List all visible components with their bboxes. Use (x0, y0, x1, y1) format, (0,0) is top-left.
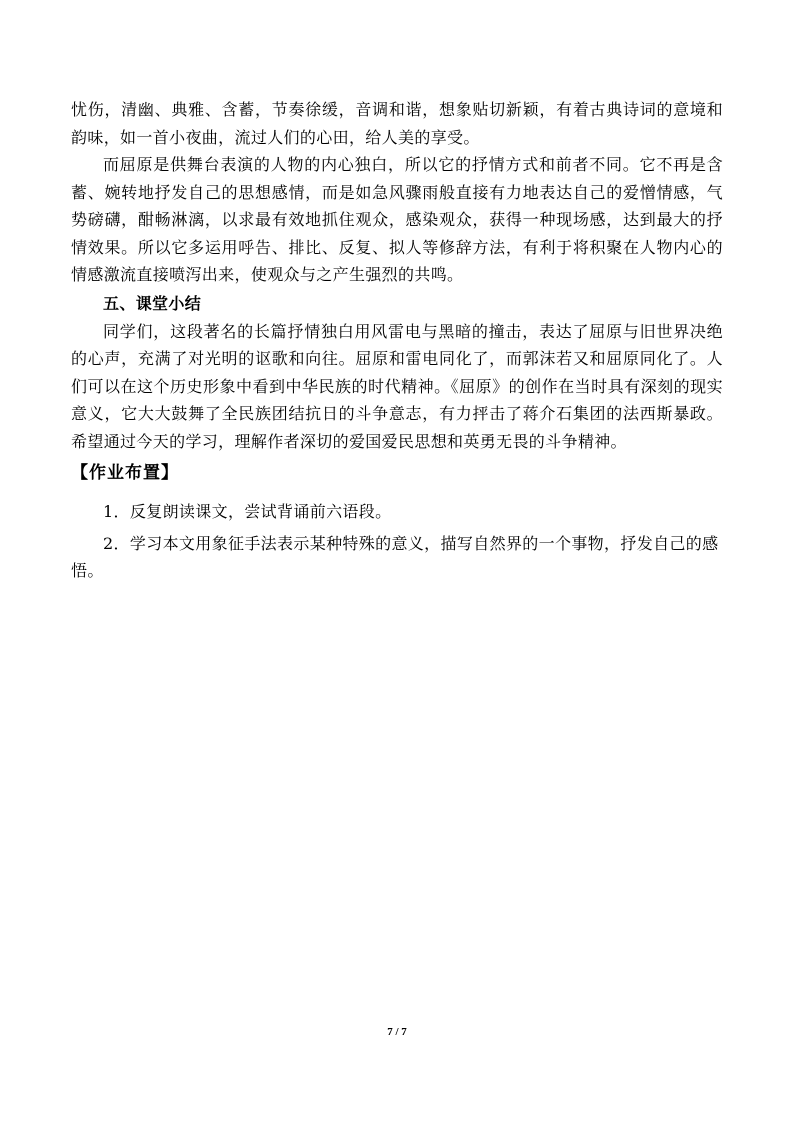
paragraph-summary: 同学们，这段著名的长篇抒情独白用风雷电与黑暗的撞击，表达了屈原与旧世界决绝的心声，充满了对光明的讴歌和向往。屈原和雷电同化了，而郭沫若又和屈原同化了。人们可以在这个历史形象中看到中华民族的时代精神。《屈原》的创作在当时具有深刻的现实意义，它大大鼓舞了全民族团结抗日的斗争意志，有力抨击了蒋介石集团的法西斯暴政。希望通过今天的学习，理解作者深切的爱国爱民思想和英勇无畏的斗争精神。 (71, 321, 723, 451)
page-number: 7 / 7 (387, 1026, 407, 1038)
paragraph-quyuan-monologue: 而屈原是供舞台表演的人物的内心独白，所以它的抒情方式和前者不同。它不再是含蓄、婉转地抒发自己的思想感情，而是如急风骤雨般直接有力地表达自己的爱憎情感，气势磅礴，酣畅淋漓，以求最有效地抓住观众，感染观众，获得一种现场感，达到最大的抒情效果。所以它多运用呼告、排比、反复、拟人等修辞方法，有利于将积聚在人物内心的情感激流直接喷泻出来，使观众与之产生强烈的共鸣。 (71, 155, 723, 284)
homework-heading: 【作业布置】 (71, 463, 179, 483)
paragraph-continuation: 忧伤，清幽、典雅、含蓄，节奏徐缓，音调和谐，想象贴切新颖，有着古典诗词的意境和韵味，如一首小夜曲，流过人们的心田，给人美的享受。 (71, 100, 723, 147)
homework-item-1: 1．反复朗读课文，尝试背诵前六语段。 (103, 502, 392, 521)
section-heading-summary: 五、课堂小结 (103, 293, 202, 313)
homework-item-2: 2．学习本文用象征手法表示某种特殊的意义，描写自然界的一个事物，抒发自己的感悟。 (71, 533, 719, 580)
page-content (71, 96, 723, 589)
